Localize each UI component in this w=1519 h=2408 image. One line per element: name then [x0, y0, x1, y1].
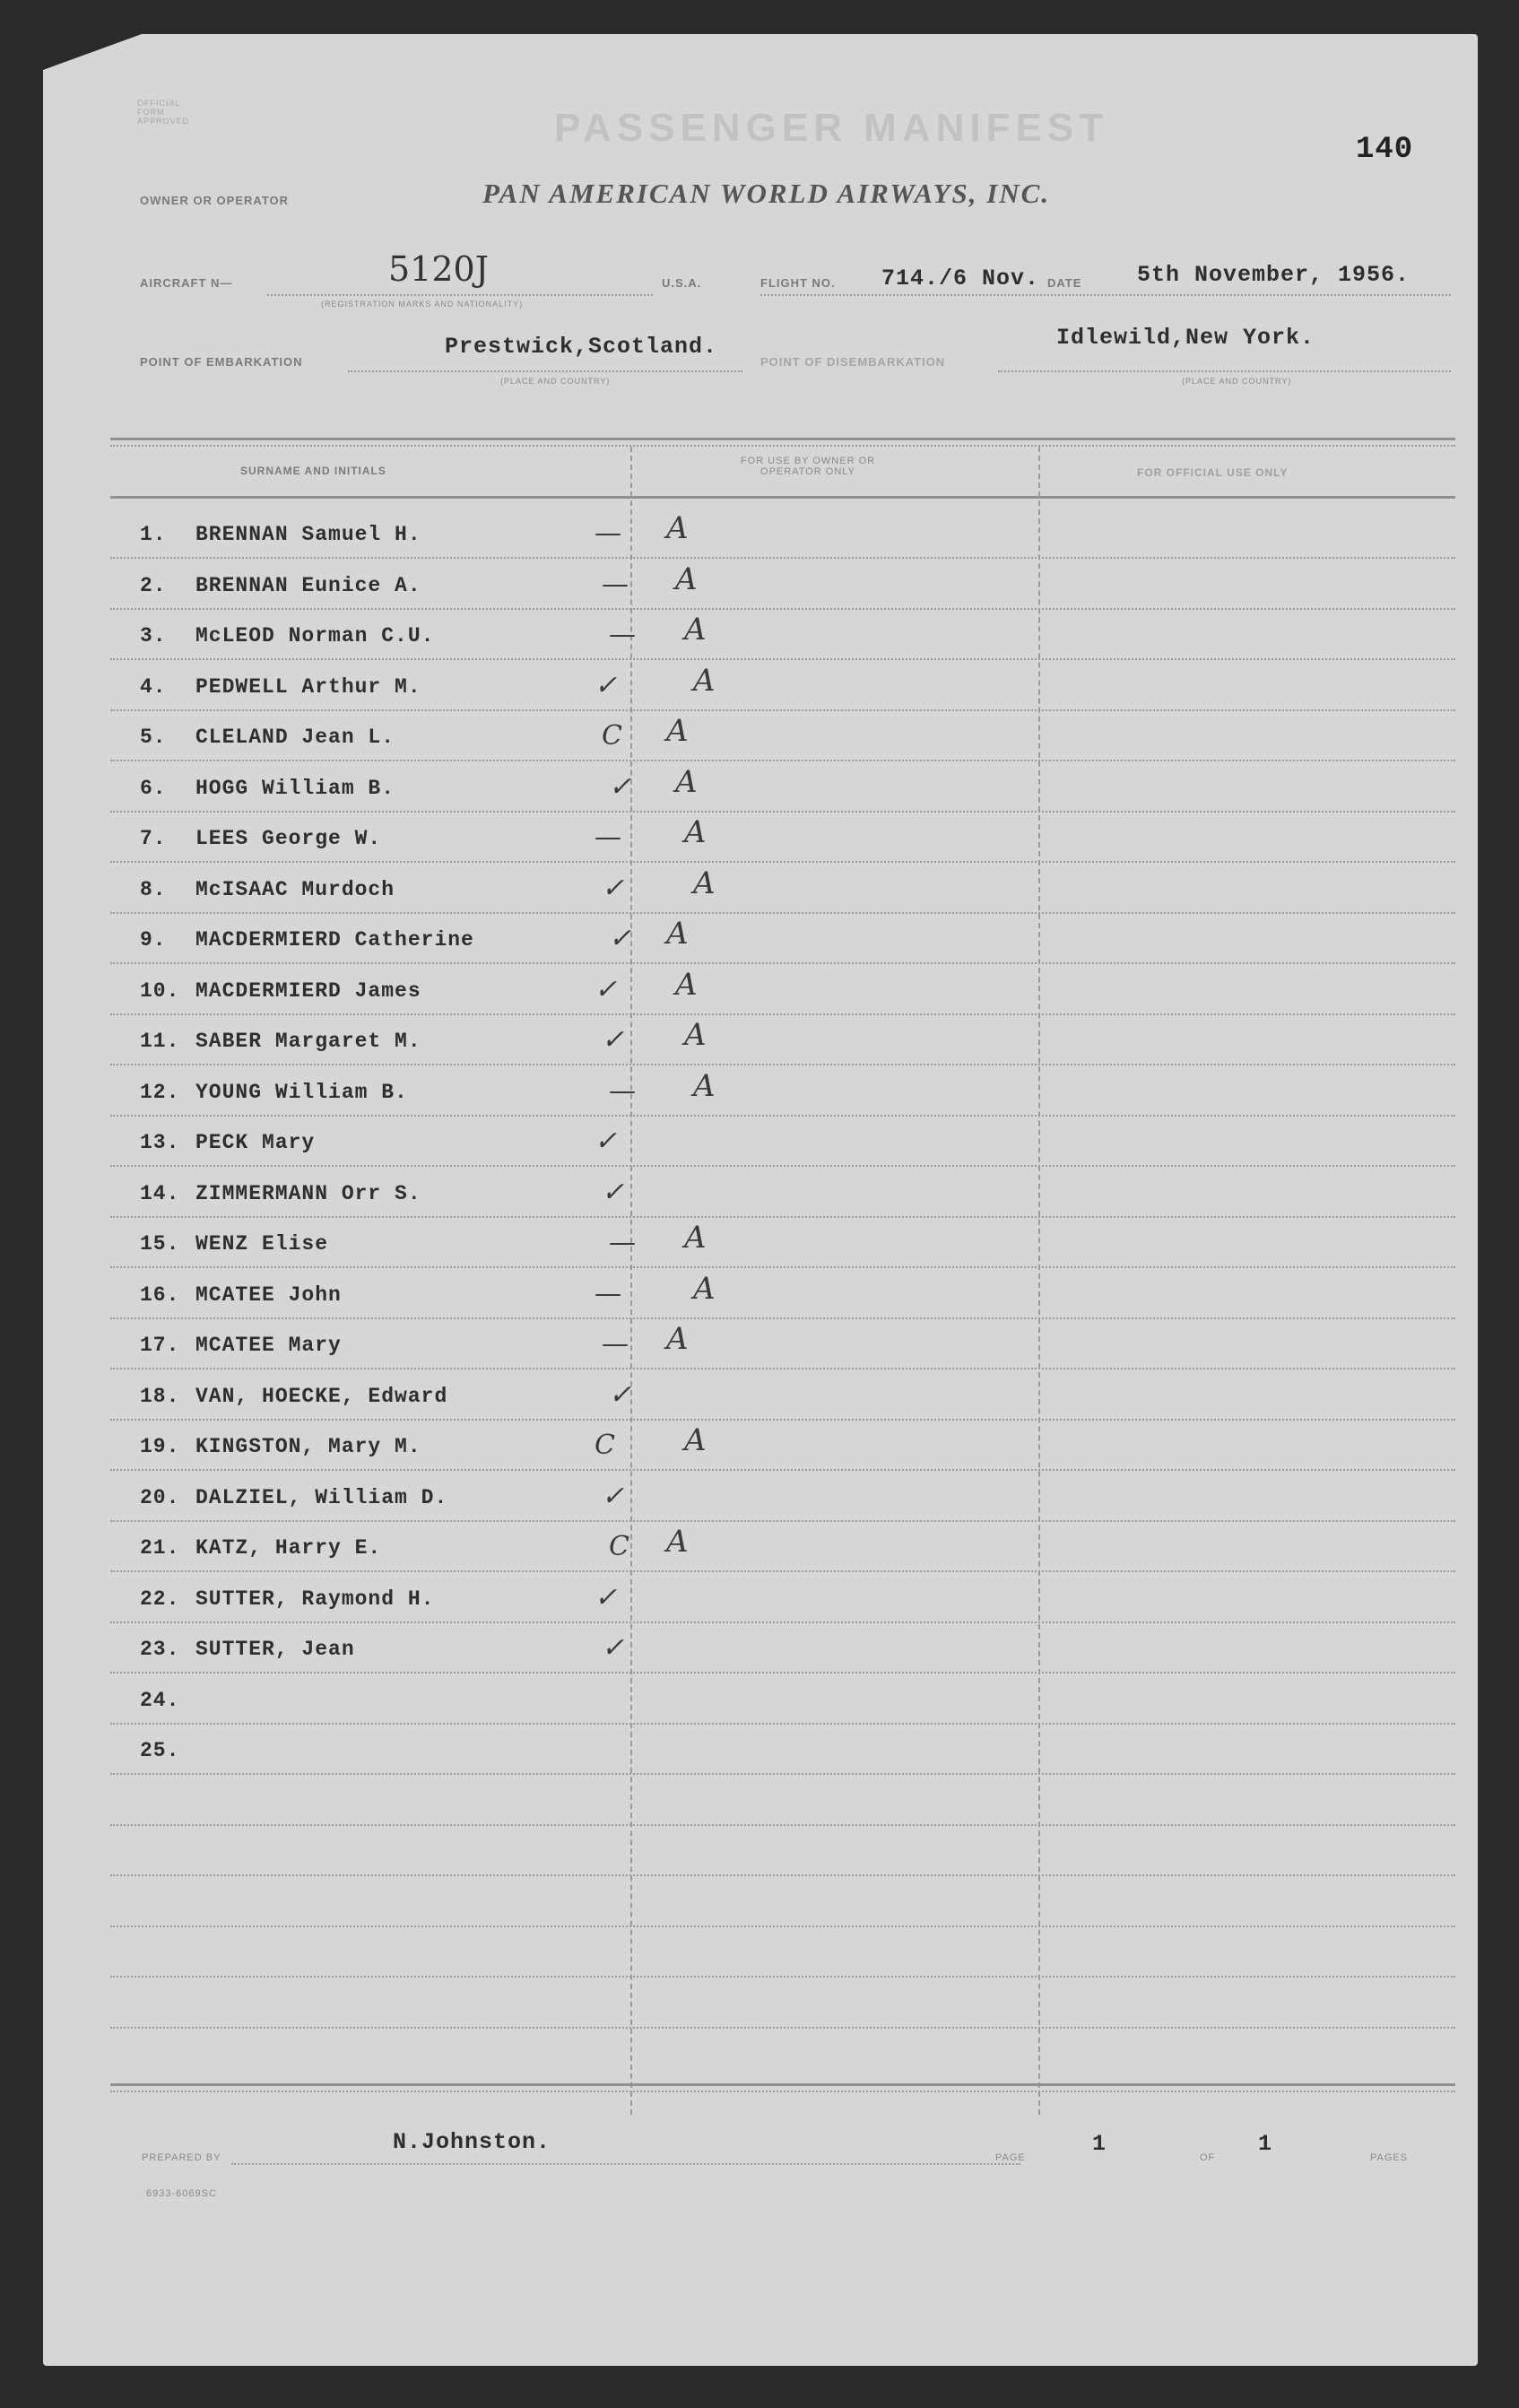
blank-row-rule — [110, 1976, 1455, 1978]
date-value: 5th November, 1956. — [1137, 262, 1410, 288]
aircraft-value: 5120J — [388, 249, 489, 289]
corner-stamp: OFFICIAL FORM APPROVED — [137, 99, 190, 126]
arrival-mark: A — [693, 1270, 716, 1307]
passenger-name: WENZ Elise — [195, 1232, 329, 1256]
check-mark: — — [609, 1074, 636, 1107]
passenger-name: HOGG William B. — [195, 776, 395, 800]
row-number: 4. — [140, 674, 167, 699]
passenger-name: LEES George W. — [195, 827, 382, 850]
prepared-label: PREPARED BY — [142, 2152, 221, 2163]
disembarkation-value: Idlewild,New York. — [1056, 325, 1315, 351]
row-rule — [110, 1520, 1455, 1522]
blank-row-rule — [110, 1926, 1455, 1927]
row-number: 8. — [140, 877, 167, 901]
row-rule — [110, 1469, 1455, 1471]
arrival-mark: A — [675, 561, 698, 597]
table-bottom-rule — [110, 2083, 1455, 2086]
form-title: PASSENGER MANIFEST — [554, 106, 1109, 150]
row-rule — [110, 1621, 1455, 1623]
passenger-name: MACDERMIERD Catherine — [195, 928, 474, 952]
blank-row-rule — [110, 1874, 1455, 1876]
check-mark: ✓ — [602, 872, 625, 904]
check-mark: ✓ — [595, 1581, 618, 1613]
arrival-mark: A — [675, 966, 698, 1003]
passenger-name: KINGSTON, Mary M. — [195, 1435, 421, 1458]
check-mark: C — [595, 1430, 615, 1461]
row-number: 7. — [140, 827, 167, 850]
arrival-mark: A — [666, 1524, 689, 1560]
arrival-mark: A — [684, 1017, 707, 1053]
country-label: U.S.A. — [662, 276, 702, 290]
row-rule — [110, 557, 1455, 559]
row-rule — [110, 709, 1455, 711]
col1-header: SURNAME AND INITIALS — [240, 465, 386, 477]
passenger-name: SABER Margaret M. — [195, 1030, 421, 1053]
check-mark: C — [602, 720, 622, 752]
arrival-mark: A — [675, 763, 698, 800]
registration-caption: (REGISTRATION MARKS AND NATIONALITY) — [321, 300, 524, 309]
passenger-name: VAN, HOECKE, Edward — [195, 1384, 448, 1408]
check-mark: ✓ — [602, 1176, 625, 1208]
row-number: 5. — [140, 726, 167, 749]
check-mark: — — [595, 822, 621, 853]
embarkation-label: POINT OF EMBARKATION — [140, 355, 303, 369]
row-rule — [110, 1165, 1455, 1167]
arrival-mark: A — [666, 510, 689, 546]
row-number: 23. — [140, 1638, 180, 1661]
disembarkation-label: POINT OF DISEMBARKATION — [760, 355, 946, 369]
check-mark: ✓ — [595, 973, 618, 1005]
row-number: 13. — [140, 1131, 180, 1154]
row-number: 10. — [140, 978, 180, 1003]
owner-label: OWNER OR OPERATOR — [140, 194, 290, 207]
page-number: 140 — [1356, 133, 1414, 167]
row-number: 14. — [140, 1181, 180, 1205]
embarkation-caption: (PLACE AND COUNTRY) — [500, 377, 611, 386]
aircraft-label: AIRCRAFT N— — [140, 276, 233, 290]
row-rule — [110, 811, 1455, 813]
row-rule — [110, 658, 1455, 660]
arrival-mark: A — [693, 865, 716, 901]
check-mark: — — [602, 568, 629, 600]
row-rule — [110, 912, 1455, 914]
row-number: 24. — [140, 1688, 180, 1712]
blank-row-rule — [110, 1824, 1455, 1826]
passenger-rows — [43, 34, 1478, 2366]
of-label: OF — [1200, 2152, 1216, 2163]
check-mark: — — [609, 619, 636, 650]
row-number: 2. — [140, 573, 167, 597]
passenger-name: McISAAC Murdoch — [195, 877, 395, 901]
row-rule — [110, 1723, 1455, 1725]
row-rule — [110, 1368, 1455, 1369]
passenger-name: MCATEE John — [195, 1282, 342, 1307]
form-code: 6933-6069SC — [146, 2188, 217, 2199]
col2-header: FOR USE BY OWNER OR OPERATOR ONLY — [740, 456, 876, 477]
row-number: 15. — [140, 1232, 180, 1256]
blank-row-rule — [110, 2027, 1455, 2029]
row-number: 20. — [140, 1485, 180, 1509]
check-mark: ✓ — [595, 669, 618, 701]
row-number: 22. — [140, 1586, 180, 1611]
passenger-name: McLEOD Norman C.U. — [195, 624, 435, 648]
row-number: 16. — [140, 1282, 180, 1307]
row-number: 11. — [140, 1030, 180, 1053]
row-number: 21. — [140, 1536, 180, 1560]
row-rule — [110, 1317, 1455, 1319]
manifest-page — [43, 34, 1478, 2366]
passenger-name: DALZIEL, William D. — [195, 1485, 448, 1509]
row-rule — [110, 1115, 1455, 1117]
check-mark: — — [595, 517, 621, 549]
row-number: 6. — [140, 776, 167, 800]
check-mark: — — [609, 1227, 636, 1258]
flight-label: FLIGHT NO. — [760, 276, 836, 290]
passenger-name: CLELAND Jean L. — [195, 726, 395, 749]
passenger-name: ZIMMERMANN Orr S. — [195, 1181, 421, 1205]
row-number: 19. — [140, 1435, 180, 1458]
check-mark: ✓ — [609, 923, 632, 954]
passenger-name: MACDERMIERD James — [195, 978, 421, 1003]
row-rule — [110, 1013, 1455, 1015]
passenger-name: PECK Mary — [195, 1131, 316, 1154]
arrival-mark: A — [693, 662, 716, 699]
check-mark: ✓ — [602, 1024, 625, 1056]
date-label: DATE — [1047, 276, 1082, 290]
row-number: 9. — [140, 928, 167, 952]
passenger-name: SUTTER, Jean — [195, 1638, 355, 1661]
arrival-mark: A — [666, 713, 689, 749]
row-rule — [110, 760, 1455, 761]
passenger-name: MCATEE Mary — [195, 1334, 342, 1357]
row-rule — [110, 608, 1455, 610]
flight-value: 714./6 Nov. — [881, 265, 1040, 291]
page-label: PAGE — [995, 2152, 1026, 2163]
passenger-name: PEDWELL Arthur M. — [195, 674, 421, 699]
row-number: 18. — [140, 1384, 180, 1408]
disembarkation-caption: (PLACE AND COUNTRY) — [1182, 377, 1292, 386]
check-mark: ✓ — [595, 1126, 618, 1157]
row-number: 17. — [140, 1334, 180, 1357]
row-rule — [110, 1773, 1455, 1775]
row-rule — [110, 1570, 1455, 1572]
arrival-mark: A — [693, 1067, 716, 1104]
arrival-mark: A — [684, 1422, 707, 1458]
check-mark: ✓ — [609, 1378, 632, 1411]
passenger-name: SUTTER, Raymond H. — [195, 1586, 435, 1611]
arrival-mark: A — [684, 814, 707, 850]
page-value: 1 — [1092, 2131, 1107, 2157]
row-number: 3. — [140, 624, 167, 648]
row-rule — [110, 1216, 1455, 1218]
row-rule — [110, 1419, 1455, 1421]
check-mark: — — [595, 1277, 621, 1309]
row-rule — [110, 962, 1455, 964]
row-number: 12. — [140, 1080, 180, 1104]
passenger-name: KATZ, Harry E. — [195, 1536, 382, 1560]
passenger-name: BRENNAN Samuel H. — [195, 523, 421, 546]
col3-header: FOR OFFICIAL USE ONLY — [1137, 466, 1289, 479]
arrival-mark: A — [684, 612, 707, 648]
row-rule — [110, 1672, 1455, 1673]
prepared-underline — [231, 2163, 1020, 2165]
passenger-name: BRENNAN Eunice A. — [195, 573, 421, 597]
row-number: 25. — [140, 1739, 180, 1762]
check-mark: ✓ — [602, 1480, 625, 1512]
owner-value: PAN AMERICAN WORLD AIRWAYS, INC. — [482, 178, 1051, 209]
pages-label: PAGES — [1370, 2152, 1409, 2163]
table-bottom-rule-2 — [110, 2091, 1455, 2092]
arrival-mark: A — [666, 916, 689, 952]
check-mark: C — [609, 1531, 629, 1562]
prepared-value: N.Johnston. — [393, 2129, 551, 2155]
check-mark: ✓ — [609, 770, 632, 803]
row-number: 1. — [140, 523, 167, 546]
check-mark: — — [602, 1328, 629, 1360]
arrival-mark: A — [666, 1321, 689, 1357]
check-mark: ✓ — [602, 1632, 625, 1664]
of-value: 1 — [1258, 2131, 1273, 2157]
row-rule — [110, 1266, 1455, 1268]
row-rule — [110, 861, 1455, 863]
arrival-mark: A — [684, 1220, 707, 1256]
row-rule — [110, 1064, 1455, 1065]
passenger-name: YOUNG William B. — [195, 1080, 408, 1104]
embarkation-value: Prestwick,Scotland. — [445, 334, 718, 360]
